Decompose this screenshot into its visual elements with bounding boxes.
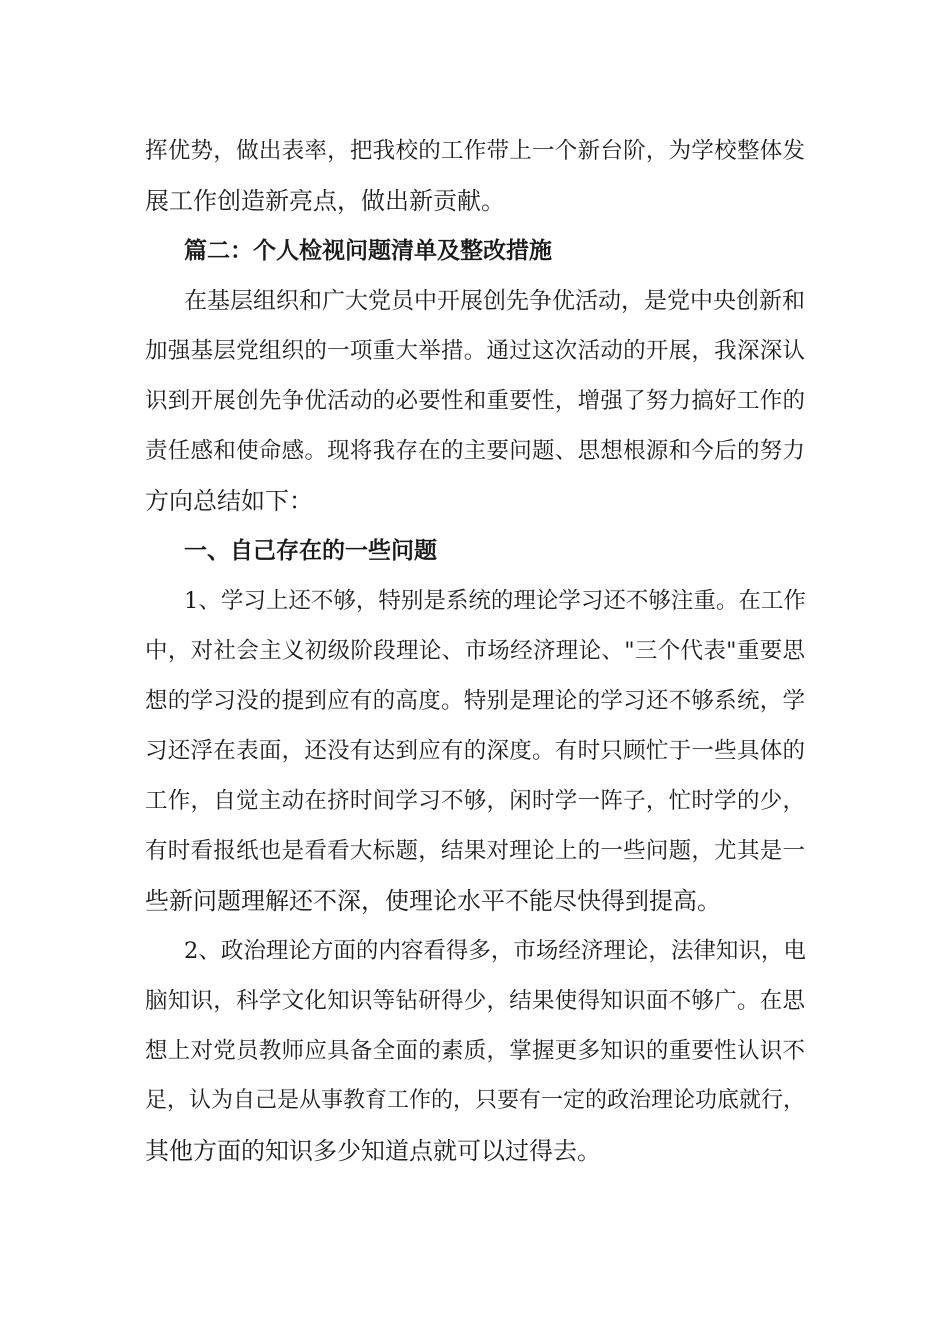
paragraph-1-line-2: 加强基层党组织的一项重大举措。通过这次活动的开展，我深深认 xyxy=(145,338,805,364)
item-2-line-2: 脑知识，科学文化知识等钻研得少，结果使得知识面不够广。在思 xyxy=(145,988,805,1014)
item-2-line-5: 其他方面的知识多少知道点就可以过得去。 xyxy=(145,1137,601,1165)
item-1-line-5: 工作，自觉主动在挤时间学习不够，闲时学一阵子，忙时学的少， xyxy=(145,788,805,814)
intro-line-1: 挥优势，做出表率，把我校的工作带上一个新台阶，为学校整体发 xyxy=(145,138,805,164)
item-1-line-2: 中，对社会主义初级阶段理论、市场经济理论、"三个代表"重要思 xyxy=(145,638,805,664)
item-1-line-6: 有时看报纸也是看看大标题，结果对理论上的一些问题，尤其是一 xyxy=(145,838,805,864)
item-2-line-4: 足，认为自己是从事教育工作的，只要有一定的政治理论功底就行， xyxy=(145,1088,806,1113)
paragraph-1-line-4: 责任感和使命感。现将我存在的主要问题、思想根源和今后的努力 xyxy=(145,438,805,464)
item-1-line-3: 想的学习没的提到应有的高度。特别是理论的学习还不够系统，学 xyxy=(145,688,805,714)
subheading-1: 一、自己存在的一些问题 xyxy=(184,538,437,564)
item-1-line-1: 1、学习上还不够，特别是系统的理论学习还不够注重。在工作 xyxy=(184,588,806,614)
paragraph-1-line-3: 识到开展创先争优活动的必要性和重要性，增强了努力搞好工作的 xyxy=(145,388,805,414)
section-title: 篇二：个人检视问题清单及整改措施 xyxy=(184,238,552,264)
item-1-line-4: 习还浮在表面，还没有达到应有的深度。有时只顾忙于一些具体的 xyxy=(145,738,805,764)
paragraph-1-line-5: 方向总结如下： xyxy=(145,487,313,515)
item-2-line-1: 2、政治理论方面的内容看得多，市场经济理论，法律知识，电 xyxy=(184,938,806,964)
intro-line-2: 展工作创造新亮点，做出新贡献。 xyxy=(145,187,505,215)
paragraph-1-line-1: 在基层组织和广大党员中开展创先争优活动，是党中央创新和 xyxy=(184,288,805,314)
item-1-line-7: 些新问题理解还不深，使理论水平不能尽快得到提高。 xyxy=(145,887,721,915)
item-2-line-3: 想上对党员教师应具备全面的素质，掌握更多知识的重要性认识不 xyxy=(145,1038,805,1064)
